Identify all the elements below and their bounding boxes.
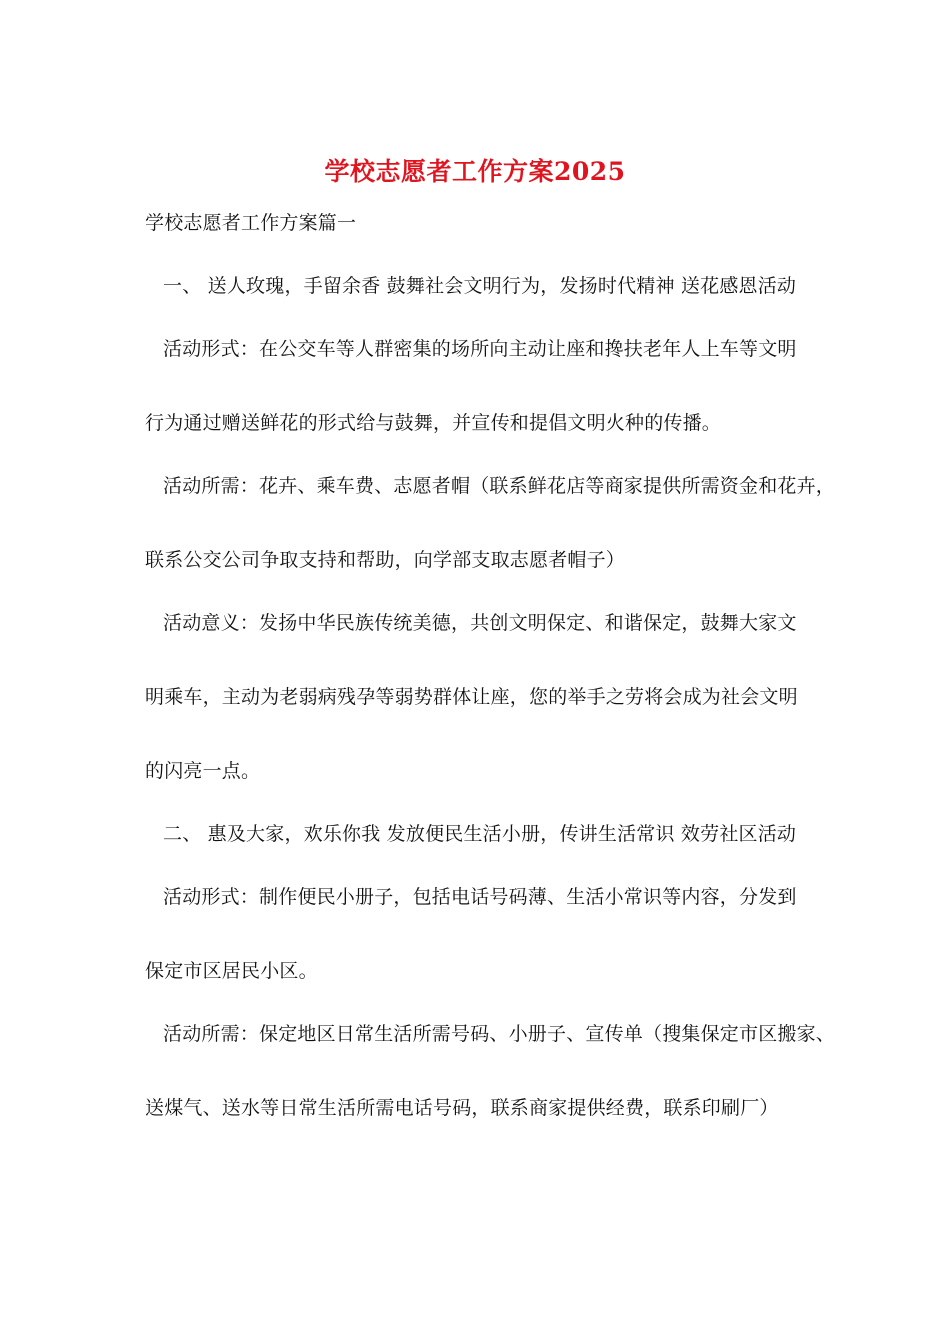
item-heading-1: 一、 送人玫瑰，手留余香 鼓舞社会文明行为，发扬时代精神 送花感恩活动 — [163, 275, 797, 297]
paragraph-line: 明乘车，主动为老弱病残孕等弱势群体让座，您的举手之劳将会成为社会文明 — [145, 686, 798, 708]
paragraph-line: 活动形式：在公交车等人群密集的场所向主动让座和搀扶老年人上车等文明 — [163, 338, 797, 360]
paragraph-line: 联系公交公司争取支持和帮助，向学部支取志愿者帽子） — [145, 549, 626, 571]
paragraph-line: 保定市区居民小区。 — [145, 960, 318, 982]
paragraph-line: 活动意义：发扬中华民族传统美德，共创文明保定、和谐保定，鼓舞大家文 — [163, 612, 797, 634]
paragraph-line: 活动所需：花卉、乘车费、志愿者帽（联系鲜花店等商家提供所需资金和花卉， — [163, 475, 836, 497]
document-title: 学校志愿者工作方案2025 — [324, 157, 626, 186]
paragraph-line: 的闪亮一点。 — [145, 760, 261, 782]
item-heading-2: 二、 惠及大家，欢乐你我 发放便民生活小册，传讲生活常识 效劳社区活动 — [163, 823, 797, 845]
paragraph-line: 活动形式：制作便民小册子，包括电话号码薄、生活小常识等内容，分发到 — [163, 886, 797, 908]
paragraph-line: 活动所需：保定地区日常生活所需号码、小册子、宣传单（搜集保定市区搬家、 — [163, 1023, 836, 1045]
paragraph-line: 行为通过赠送鲜花的形式给与鼓舞，并宣传和提倡文明火种的传播。 — [145, 412, 722, 434]
section-heading: 学校志愿者工作方案篇一 — [145, 212, 357, 234]
paragraph-line: 送煤气、送水等日常生活所需电话号码，联系商家提供经费，联系印刷厂） — [145, 1097, 779, 1119]
